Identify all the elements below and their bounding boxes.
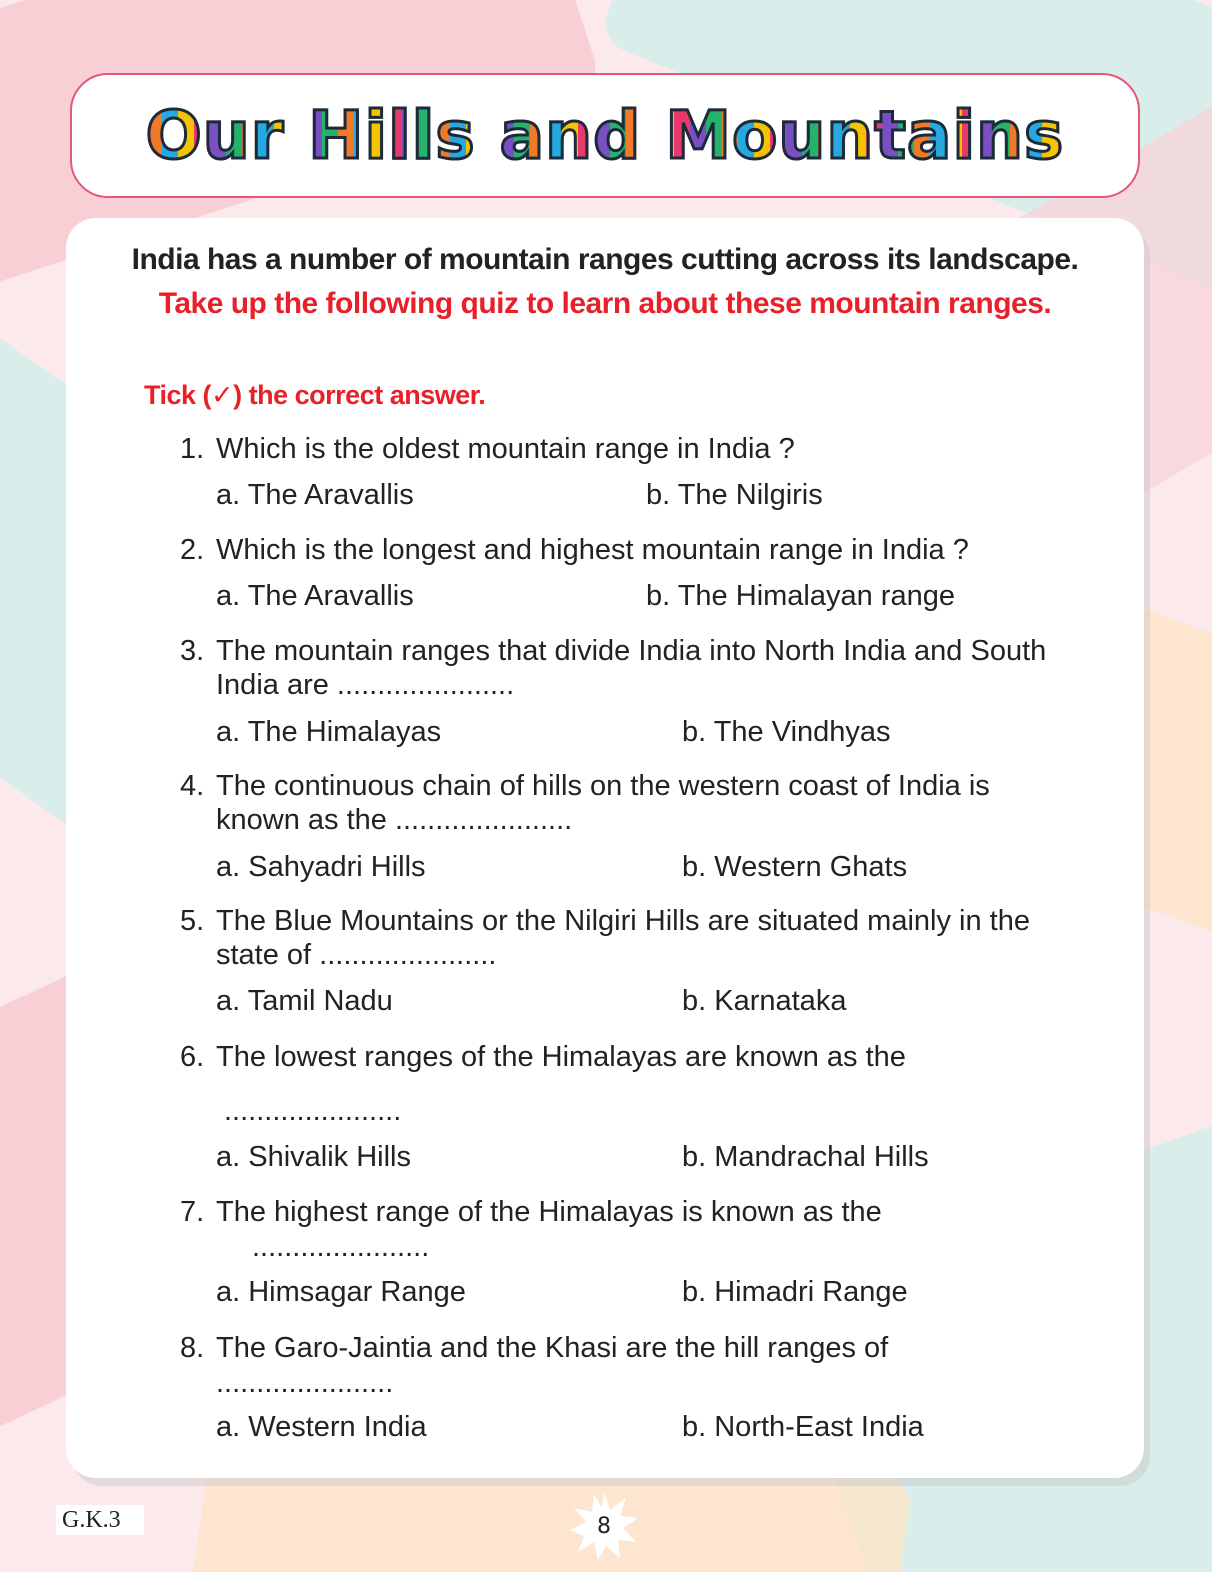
question-number: 5. xyxy=(180,905,205,937)
option-a[interactable]: a. The Aravallis xyxy=(216,580,414,612)
option-a[interactable]: a. Tamil Nadu xyxy=(216,985,393,1017)
answer-blank: ...................... xyxy=(224,1095,402,1127)
page-number: 8 xyxy=(597,1513,611,1539)
option-b[interactable]: b. Karnataka xyxy=(682,985,847,1017)
page-title: Our Hills and Mountains xyxy=(145,96,1065,174)
option-b[interactable]: b. The Vindhyas xyxy=(682,716,891,748)
question-number: 7. xyxy=(180,1196,205,1228)
question-number: 3. xyxy=(180,635,205,667)
option-a[interactable]: a. Himsagar Range xyxy=(216,1276,466,1308)
option-a[interactable]: a. Sahyadri Hills xyxy=(216,851,426,883)
question-text: The highest range of the Himalayas is known as the xyxy=(216,1196,882,1228)
question-number: 6. xyxy=(180,1041,205,1073)
intro-paragraph xyxy=(100,238,1110,326)
question-number: 2. xyxy=(180,534,205,566)
question-text: The continuous chain of hills on the western coast of India is known as the ...................... xyxy=(216,770,990,836)
question-number: 4. xyxy=(180,770,205,802)
question-text: The Blue Mountains or the Nilgiri Hills are situated mainly in the state of ...................... xyxy=(216,905,1030,971)
option-a[interactable]: a. Shivalik Hills xyxy=(216,1141,411,1173)
option-b[interactable]: b. North-East India xyxy=(682,1411,924,1443)
question-number: 1. xyxy=(180,433,205,465)
option-b[interactable]: b. The Himalayan range xyxy=(646,580,955,612)
question-text: The lowest ranges of the Himalayas are known as the xyxy=(216,1041,906,1073)
option-b[interactable]: b. Western Ghats xyxy=(682,851,908,883)
option-a[interactable]: a. The Aravallis xyxy=(216,479,414,511)
question-text: The mountain ranges that divide India into North India and South India are ...................... xyxy=(216,635,1047,701)
question-text: Which is the oldest mountain range in India ? xyxy=(216,433,795,465)
option-a[interactable]: a. Western India xyxy=(216,1411,427,1443)
intro-highlight: Take up the following quiz to learn about these mountain ranges. xyxy=(158,287,1052,320)
option-b[interactable]: b. Himadri Range xyxy=(682,1276,908,1308)
answer-blank: ...................... xyxy=(216,1367,394,1399)
book-label: G.K.3 xyxy=(56,1505,144,1535)
title-box xyxy=(70,73,1140,198)
question-number: 8. xyxy=(180,1332,205,1364)
intro-text: India has a number of mountain ranges cutting across its landscape. xyxy=(131,243,1079,276)
instruction: Tick (✓) the correct answer. xyxy=(144,380,486,410)
question-text: Which is the longest and highest mountain range in India ? xyxy=(216,534,969,566)
option-b[interactable]: b. The Nilgiris xyxy=(646,479,823,511)
option-b[interactable]: b. Mandrachal Hills xyxy=(682,1141,929,1173)
answer-blank: ...................... xyxy=(252,1231,430,1263)
option-a[interactable]: a. The Himalayas xyxy=(216,716,442,748)
question-text: The Garo-Jaintia and the Khasi are the hill ranges of xyxy=(216,1332,889,1364)
